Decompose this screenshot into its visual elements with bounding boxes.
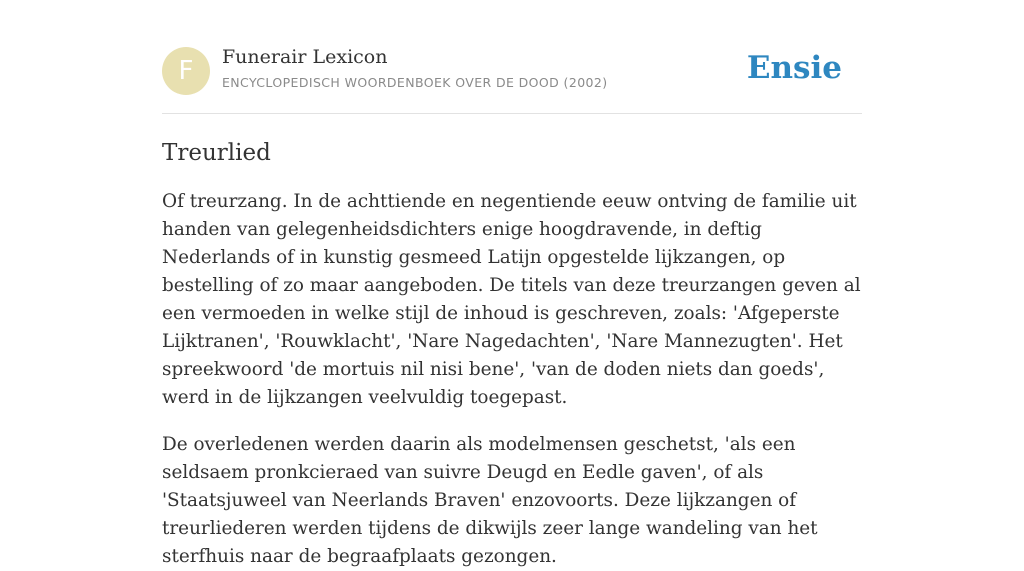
page-title: Treurlied: [162, 140, 271, 166]
entry-paragraph: De overledenen werden daarin als modelmensen geschetst, 'als een seldsaem pronkcieraed van suivre Deugd en Eedle gaven', of als 'Staatsjuweel van Neerlands Braven' enzovoorts. Deze lijkzangen of treurliederen werden tijdens de dikwijls zeer lange wandeling van het sterfhuis naar de begraafplaats gezongen.: [162, 434, 818, 567]
source-header: [162, 46, 862, 114]
ensie-logo[interactable]: Ensie: [746, 50, 842, 86]
avatar[interactable]: F: [162, 47, 210, 95]
source-title[interactable]: Funerair Lexicon: [222, 46, 388, 68]
entry-paragraph: Of treurzang. In de achttiende en negentiende eeuw ontving de familie uit handen van gelegenheidsdichters enige hoogdravende, in deftig Nederlands of in kunstig gesmeed Latijn opgestelde lijkzangen, op bestelling of zo maar aangeboden. De titels van deze treurzangen geven al een vermoeden in welke stijl de inhoud is geschreven, zoals: 'Afgeperste Lijktranen', 'Rouwklacht', 'Nare Nagedachten', 'Nare Mannezugten'. Het spreekwoord 'de mortuis nil nisi bene', 'van de doden niets dan goeds', werd in de lijkzangen veelvuldig toegepast.: [162, 191, 861, 408]
source-subtitle: ENCYCLOPEDISCH WOORDENBOEK OVER DE DOOD (2002): [222, 75, 608, 90]
entry-body: [162, 188, 862, 571]
page: [162, 0, 862, 571]
